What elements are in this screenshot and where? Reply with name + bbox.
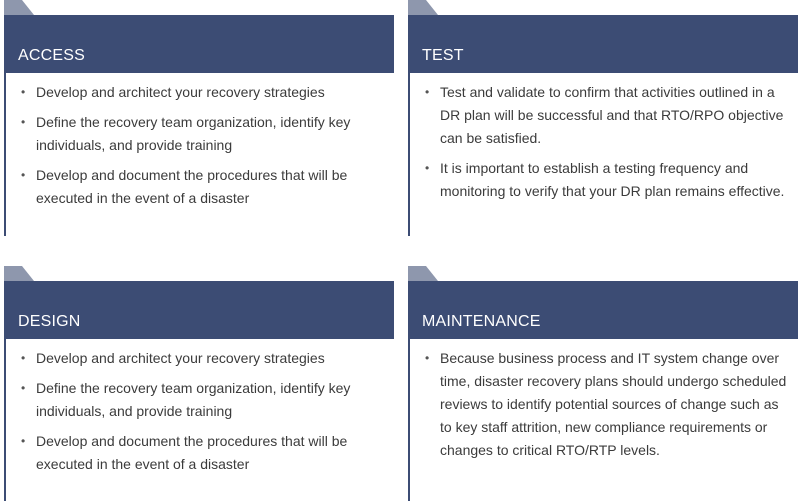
panel-title: DESIGN <box>18 313 81 330</box>
panel-header <box>408 281 798 339</box>
tab-corner <box>408 266 438 281</box>
list-item: • Develop and architect your recovery strategies <box>20 81 384 104</box>
list-item: • Develop and document the procedures that will be executed in the event of a disaster <box>20 164 384 210</box>
panel-body <box>4 73 394 236</box>
bullet-list <box>6 73 394 210</box>
bullet-list <box>410 73 798 203</box>
bullet-list <box>6 339 394 476</box>
bullet-list <box>410 339 798 462</box>
list-item: • Define the recovery team organization, identify key individuals, and provide training <box>20 111 384 157</box>
panel-title: TEST <box>422 47 464 64</box>
list-item: • It is important to establish a testing frequency and monitoring to verify that your DR plan remains effective. <box>424 157 788 203</box>
panel-body <box>408 339 798 501</box>
panel-body <box>408 73 798 236</box>
panel-header <box>408 15 798 73</box>
list-item: • Develop and architect your recovery strategies <box>20 347 384 370</box>
list-item: • Develop and document the procedures that will be executed in the event of a disaster <box>20 430 384 476</box>
tab-corner <box>4 266 34 281</box>
list-item: • Because business process and IT system change over time, disaster recovery plans should undergo scheduled reviews to identify potential sources of change such as to key staff attrition, new compliance requirements or changes to critical RTO/RTP levels. <box>424 347 788 462</box>
tab-corner <box>408 0 438 15</box>
list-item: • Define the recovery team organization, identify key individuals, and provide training <box>20 377 384 423</box>
tab-corner <box>4 0 34 15</box>
panel-header <box>4 15 394 73</box>
list-item: • Test and validate to confirm that activities outlined in a DR plan will be successful and that RTO/RPO objective can be satisfied. <box>424 81 788 150</box>
panel-body <box>4 339 394 501</box>
panel-header <box>4 281 394 339</box>
panel-title: ACCESS <box>18 47 85 64</box>
panel-title: MAINTENANCE <box>422 313 541 330</box>
